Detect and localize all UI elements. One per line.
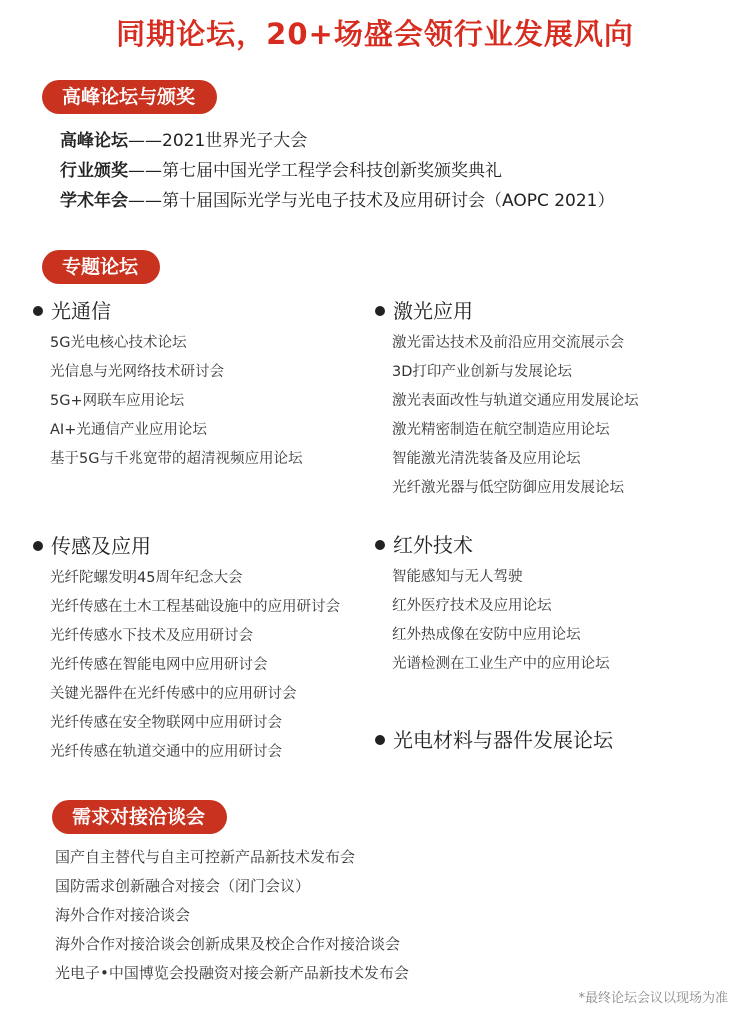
list-item: 激光表面改性与轨道交通应用发展论坛 [392,393,639,409]
summit-list [60,126,615,216]
topic-optical-comm [33,296,302,474]
page-title: 同期论坛，20+场盛会领行业发展风向 [116,17,634,51]
list-item: 关键光器件在光纤传感中的应用研讨会 [50,686,297,702]
list-item: 红外热成像在安防中应用论坛 [392,627,581,643]
list-item: 光纤传感在智能电网中应用研讨会 [50,657,268,673]
list-item: 激光雷达技术及前沿应用交流展示会 [392,335,624,351]
topic-heading [375,530,610,560]
topic-infrared [375,530,610,679]
footnote: *最终论坛会议以现场为准 [578,991,728,1006]
summit-line-key: 学术年会 [60,191,128,211]
list-item: 光纤陀螺发明45周年纪念大会 [50,570,243,586]
topic-heading [375,725,613,755]
topic-laser [375,296,639,503]
list-item: 国防需求创新融合对接会（闭门会议） [55,877,311,895]
topic-heading [375,296,639,326]
summit-line [60,156,615,186]
list-item: 光纤传感在土木工程基础设施中的应用研讨会 [50,599,340,615]
list-item: 智能激光清洗装备及应用论坛 [392,451,581,467]
summit-line [60,186,615,216]
list-item: 红外医疗技术及应用论坛 [392,598,552,614]
bullet-dot [33,306,43,316]
bullet-dot [33,541,43,551]
topic-heading-label: 光通信 [51,299,111,323]
list-item: 海外合作对接洽谈会创新成果及校企合作对接洽谈会 [55,935,401,953]
list-item: 光纤传感在轨道交通中的应用研讨会 [50,744,282,760]
list-item: 光纤激光器与低空防御应用发展论坛 [392,480,624,496]
list-item: 3D打印产业创新与发展论坛 [392,364,572,380]
section-badge-summit: 高峰论坛与颁奖 [42,80,217,114]
summit-line [60,126,615,156]
summit-line-text: ——第十届国际光学与光电子技术及应用研讨会（AOPC 2021） [128,191,615,211]
section-badge-topics: 专题论坛 [42,250,160,284]
topic-materials [375,725,613,755]
demand-list [55,843,409,988]
list-item: 光纤传感在安全物联网中应用研讨会 [50,715,282,731]
topic-heading-label: 光电材料与器件发展论坛 [393,728,613,752]
list-item: 智能感知与无人驾驶 [392,569,523,585]
summit-line-key: 行业颁奖 [60,161,128,181]
list-item: 国产自主替代与自主可控新产品新技术发布会 [55,848,356,866]
topic-heading-label: 传感及应用 [51,534,151,558]
list-item: 海外合作对接洽谈会 [55,906,191,924]
topic-heading [33,531,340,561]
topic-heading-label: 红外技术 [393,533,473,557]
list-item: 光信息与光网络技术研讨会 [50,364,224,380]
section-badge-demand: 需求对接洽谈会 [52,800,227,834]
topic-heading-label: 激光应用 [393,299,473,323]
summit-line-text: ——第七届中国光学工程学会科技创新奖颁奖典礼 [128,161,502,181]
bullet-dot [375,540,385,550]
summit-line-text: ——2021世界光子大会 [128,131,308,151]
summit-line-key: 高峰论坛 [60,131,128,151]
topic-heading [33,296,302,326]
list-item: 光纤传感水下技术及应用研讨会 [50,628,253,644]
list-item: 5G光电核心技术论坛 [50,335,187,351]
bullet-dot [375,735,385,745]
list-item: 基于5G与千兆宽带的超清视频应用论坛 [50,451,303,467]
list-item: 5G+网联车应用论坛 [50,393,185,409]
bullet-dot [375,306,385,316]
topic-sensing [33,531,340,767]
list-item: 激光精密制造在航空制造应用论坛 [392,422,610,438]
list-item: 光电子•中国博览会投融资对接会新产品新技术发布会 [55,964,409,982]
list-item: AI+光通信产业应用论坛 [50,422,207,438]
list-item: 光谱检测在工业生产中的应用论坛 [392,656,610,672]
